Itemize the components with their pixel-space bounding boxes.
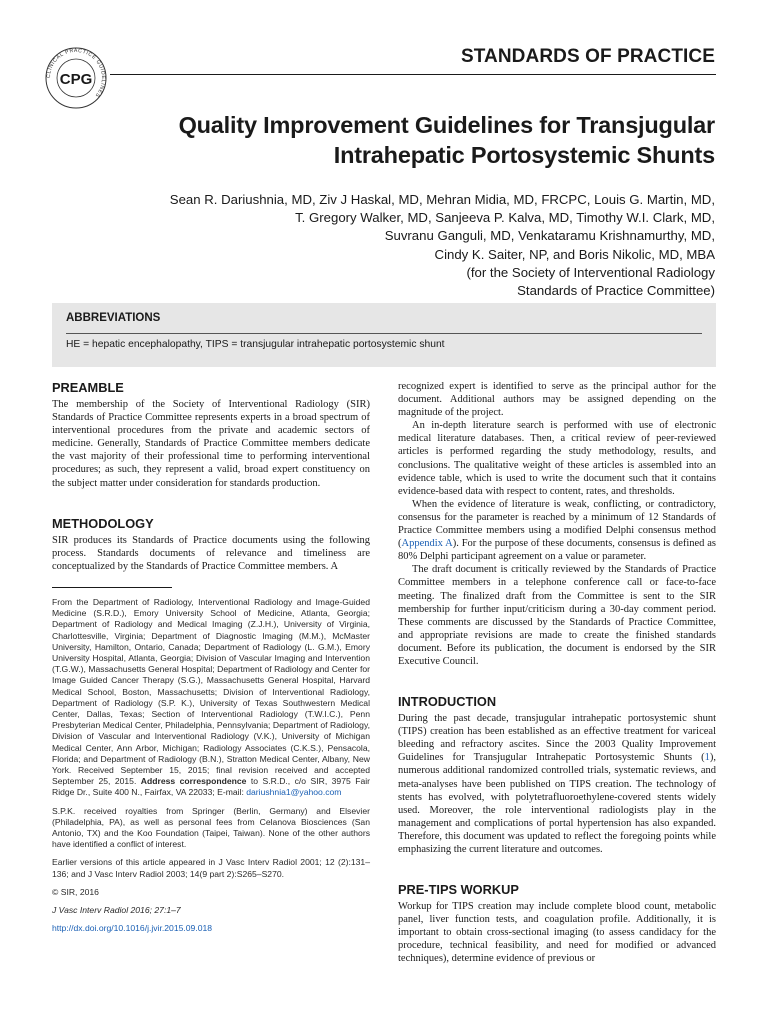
intro-text-a: During the past decade, transjugular intrahepatic portosystemic shunt (TIPS) creation has been established as an effective treatment for variceal bleeding and refractory ascites. Since the 2003 Quality Improvement Guidelines for Transjugular Intrahepatic Portosystemic Shunts ( — [398, 713, 716, 764]
methodology-cont-p4: The draft document is critically reviewed by the Standards of Practice Committee members in a telephone conference call or face-to-face meeting. The finalized draft from the Committee is sent to the SIR membership for further input/criticism during a 30-day comment period. These comments are discussed by the Standards of Practice Committee, and appropriate revisions are made to create the finished standards document. Before its publication, the document is endorsed by the SIR Executive Council. — [398, 564, 716, 667]
methodology-cont-p2: An in-depth literature search is performed with use of electronic medical literature databases. Then, a critical review of peer-reviewed articles is performed regarding the study methodology, results, and conclusions. The qualitative weight of these articles is assembled into an evidence table, which is used to write the document such that it contains evidence-based data with respect to content, rates, and thresholds. — [398, 420, 716, 497]
logo-text: CPG — [59, 71, 93, 88]
author-line: Sean R. Dariushnia, MD, Ziv J Haskal, MD, Mehran Midia, MD, FRCPC, Louis G. Martin, MD, — [169, 192, 715, 207]
cpg-logo — [44, 46, 108, 110]
introduction-heading: INTRODUCTION — [398, 694, 497, 710]
preamble-text: The membership of the Society of Interventional Radiology (SIR) Standards of Practice Committee represents experts in a broad spectrum of interventional procedures from the private and academic sectors of medicine. Generally, Standards of Practice Committee members dedicate the vast majority of their professional time to performing interventional procedures; as such, they represent a valid, broad expert constituency on the subject matter under consideration for standards production. — [52, 399, 370, 489]
author-line: T. Gregory Walker, MD, Sanjeeva P. Kalva, MD, Timothy W.I. Clark, MD, — [295, 210, 715, 226]
p3-text-a: When the evidence of literature is weak, conflicting, or contradictory, consensus for the parameter is reached by a minimum of 12 Standards of Practice Committee members using a modified Delphi consensus method ( — [398, 498, 716, 550]
author-line: Standards of Practice Committee) — [517, 283, 715, 299]
author-line: Cindy K. Saiter, NP, and Boris Nikolic, MD, MBA — [434, 246, 715, 262]
footnote-rule — [52, 587, 172, 588]
appendix-a-link[interactable]: Appendix A — [401, 538, 453, 550]
doi-link[interactable]: http://dx.doi.org/10.1016/j.jvir.2015.09.018 — [52, 923, 213, 934]
methodology-cont-p3 — [398, 498, 716, 563]
author-line: Suvranu Ganguli, MD, Venkataramu Krishnamurthy, MD, — [384, 228, 715, 244]
affiliations-footnote — [52, 597, 370, 799]
title-line: Quality Improvement Guidelines for Transjugular — [178, 112, 715, 138]
pretips-heading: PRE-TIPS WORKUP — [398, 882, 519, 898]
author-line: (for the Society of Interventional Radiology — [466, 264, 715, 280]
correspondence-text: to S.R.D., c/o SIR, 3975 Fair Ridge Dr., Suite 400 N., Fairfax, VA 22033; E-mail: — [52, 776, 370, 798]
copyright-notice: © SIR, 2016 — [52, 886, 99, 897]
abbreviations-rule — [66, 333, 702, 334]
methodology-heading: METHODOLOGY — [52, 515, 154, 531]
section-label: STANDARDS OF PRACTICE — [460, 46, 715, 67]
abbreviations-box — [52, 303, 716, 367]
logo-ring-text: CLINICAL PRACTICE GUIDELINES — [45, 47, 107, 99]
correspondence-label: Address correspondence — [140, 776, 247, 787]
right-column — [398, 380, 716, 966]
header-rule — [110, 74, 716, 75]
journal-citation: J Vasc Interv Radiol 2016; 27:1–7 — [52, 905, 181, 916]
reference-1-link[interactable]: 1 — [704, 752, 710, 764]
affiliations-text: From the Department of Radiology, Interventional Radiology and Image-Guided Medicine (S.R.D.), Emory University School of Medicine, Atlanta, Georgia; Department of Radiology and Medical Imaging (Z.J.H.), University of Virginia, Charlottesville, Virginia; Department of Diagnostic Imaging (M.M.), McMaster University, Hamilton, Ontario, Canada; Department of Radiology (L. G.M.), Emory University Hospital, Atlanta, Georgia; Division of Vascular Imaging and Intervention (T.G.W.), Massachusetts General Hospital; Department of Radiology and Center for Image Guided Cancer Therapy (S.G.), Massachusetts General Hospital, Harvard Medical School, Boston, Massachusetts; Division of Interventional Radiology, Department of Radiology (S.P. K.), University of Texas Southwestern Medical Center, Dallas, Texas; Section of Interventional Radiology (T.W.I.C.), Penn Presbyterian Medical Center, Philadelphia, Pennsylvania; Department of Radiology, Division of Vascular and Interventional Radiology (V.K.), University of Michigan Medical Center, Ann Arbor, Michigan; Radiology Associates (C.K.S.), Pensacola, Florida; and Department of Radiology (B.N.), Stratton Medical Center, Albany, New York. Received September 15, 2015; final revision received and accepted September 25, 2015. — [52, 597, 370, 787]
abbreviations-text: HE = hepatic encephalopathy, TIPS = transjugular intrahepatic portosystemic shunt — [66, 339, 445, 350]
introduction-text — [398, 712, 716, 856]
p3-text-b: ). For the purpose of these documents, consensus is defined as 80% Delphi participant agreement on a value or parameter. — [398, 538, 717, 563]
left-column — [52, 380, 370, 573]
abbreviations-heading: ABBREVIATIONS — [66, 312, 161, 324]
earlier-versions-footnote: Earlier versions of this article appeared in J Vasc Interv Radiol 2001; 12 (2):131–136; and J Vasc Interv Radiol 2003; 14(9 part 2):S265–S270. — [52, 857, 370, 879]
intro-text-b: ), numerous additional randomized controlled trials, systematic reviews, and meta-analyses have been published on TIPS creation. The technology of stents has evolved, with polytetrafluoroethylene-covered stents widely used. Moreover, the role interventional radiologists play in the management and complications of portal hypertension has also expanded. Therefore, this document was updated to reflect the foregoing points while emphasizing the current literature and outcomes. — [398, 752, 716, 855]
email-link[interactable]: dariushnia1@yahoo.com — [246, 787, 342, 798]
methodology-text: SIR produces its Standards of Practice documents using the following process. Standards documents of relevance and timeliness are conceptualized by the Standards of Practice Committee members. A — [52, 534, 370, 572]
disclosure-footnote: S.P.K. received royalties from Springer (Berlin, Germany) and Elsevier (Philadelphia, PA), as well as personal fees from Celanova Biosciences (San Antonio, TX) and the Koo Foundation (Taipei, Taiwan). None of the other authors have identified a conflict of interest. — [52, 805, 370, 850]
title-line: Intrahepatic Portosystemic Shunts — [333, 142, 715, 168]
preamble-heading: PREAMBLE — [52, 380, 124, 395]
methodology-cont-p1: recognized expert is identified to serve as the principal author for the document. Additional authors may be assigned depending on the magnitude of the project. — [398, 381, 716, 419]
author-list — [35, 191, 715, 300]
pretips-text: Workup for TIPS creation may include complete blood count, metabolic panel, liver function tests, and coagulation profile. Additionally, it is important to obtain cross-sectional imaging (to assess candidacy for the procedure, technical feasibility, and need for modified or advanced techniques), determine evidence of previous or — [398, 901, 716, 965]
article-title — [75, 110, 715, 170]
footnotes — [52, 597, 370, 941]
